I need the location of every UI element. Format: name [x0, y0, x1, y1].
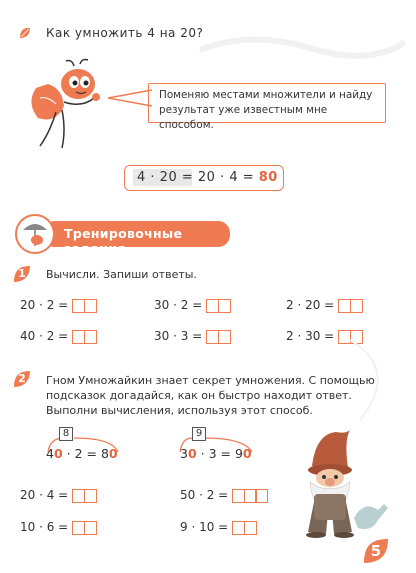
- task-2-number: 2: [18, 372, 26, 385]
- answer-boxes[interactable]: [72, 489, 97, 503]
- task-2-expr: 9 · 10 =: [180, 520, 229, 534]
- ant-mascot-illustration: [22, 58, 108, 153]
- answer-boxes[interactable]: [72, 521, 97, 535]
- answer-boxes[interactable]: [72, 330, 97, 344]
- task-1-expr: 40 · 2 =: [20, 329, 69, 343]
- task-1-expr: 30 · 2 =: [154, 298, 203, 312]
- mascot-avatar: [15, 214, 55, 254]
- question-title: Как умножить 4 на 20?: [46, 26, 204, 40]
- gnome-illustration: [292, 428, 392, 538]
- formula-answer: 80: [258, 170, 278, 185]
- background-doodle: [190, 20, 410, 80]
- leaf-icon: [18, 26, 32, 40]
- hint-box-2: 9: [192, 427, 206, 441]
- answer-boxes[interactable]: [232, 489, 268, 503]
- task-1-text: Вычисли. Запиши ответы.: [46, 268, 197, 281]
- task-1-number: 1: [18, 267, 26, 280]
- background-doodle: [340, 330, 410, 430]
- task-1-expr: 30 · 3 =: [154, 329, 203, 343]
- task-1-expr: 2 · 30 =: [286, 329, 335, 343]
- answer-boxes[interactable]: [338, 299, 363, 313]
- task-2-expr: 50 · 2 =: [180, 488, 229, 502]
- answer-boxes[interactable]: [232, 521, 257, 535]
- umbrella-ant-icon: [17, 216, 53, 252]
- answer-boxes[interactable]: [206, 299, 231, 313]
- task-1-expr: 2 · 20 =: [286, 298, 335, 312]
- example-formula: [124, 165, 284, 191]
- formula-left: 4 · 20: [137, 170, 178, 185]
- task-2-expr: 10 · 6 =: [20, 520, 69, 534]
- task-2-text: Гном Умножайкин знает секрет умножения. С помощью подсказок догадайся, как он быстро находит ответ. Выполни вычисления, используя этот способ.: [46, 374, 375, 417]
- answer-boxes[interactable]: [72, 299, 97, 313]
- example-1: 40 · 2 = 80: [46, 446, 118, 461]
- example-2: 30 · 3 = 90: [180, 446, 252, 461]
- task-2-expr: 20 · 4 =: [20, 488, 69, 502]
- answer-boxes[interactable]: [206, 330, 231, 344]
- speech-bubble: Поменяю местами множители и найду результат уже известным мне способом.: [148, 83, 386, 123]
- page-number: 5: [370, 542, 382, 560]
- formula-middle: = 20 · 4 =: [177, 170, 259, 185]
- task-1-expr: 20 · 2 =: [20, 298, 69, 312]
- speech-bubble-tail: [108, 88, 152, 108]
- section-banner: Тренировочные задания: [50, 221, 230, 247]
- hint-box-1: 8: [59, 427, 73, 441]
